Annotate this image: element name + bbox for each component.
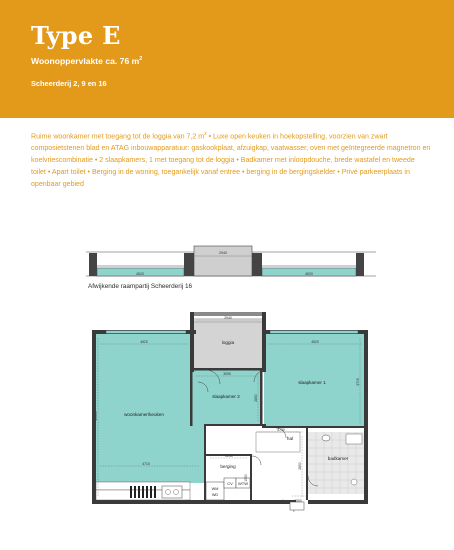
living-area-subtitle: Woonoppervlakte ca. 76 $m^2$ bbox=[31, 56, 143, 66]
label-cv: CV bbox=[227, 481, 233, 486]
description-text: Ruime woonkamer met toegang tot de loggia van 7,2 $m^2$ • Luxe open keuken in hoekopstelling, voorzien van zwart composietstenen blad en ATAG inbouwapparatuur: gaskookplaat, afzuigkap, vaatwasser, oven met geïntegreerde magnetron en koelvriescombinatie • 2 slaapkamers, 1 met toegang tot de loggia • Badkamer met inloopdouche, brede wastafel en tweede toilet • Apart toilet • Berging in de woning, toegankelijk vanaf entree • berging in de bergingskelder • Privé parkeerplaats in openbaar gebied bbox=[31, 131, 431, 189]
address-line: Scheerderij 2, 9 en 16 bbox=[31, 79, 107, 88]
dim-woonkamer-h: 10500 bbox=[94, 411, 98, 421]
facade-dim-right: 4520 bbox=[305, 272, 313, 276]
label-hal: hal bbox=[286, 436, 294, 441]
dim-slaapkamer1-w: 4520 bbox=[311, 340, 319, 344]
woonkamer-lower bbox=[96, 416, 206, 483]
label-slaapkamer1: slaapkamer 1 bbox=[298, 380, 326, 385]
facade-variant-drawing bbox=[86, 244, 376, 282]
dim-berging-w: 2230 bbox=[225, 454, 233, 458]
dim-berging-h: 1550 bbox=[244, 474, 248, 482]
label-wd: WD bbox=[211, 493, 219, 497]
dim-keuken-w: 4710 bbox=[142, 462, 150, 466]
dim-slaapkamer2-w: 3090 bbox=[223, 372, 231, 376]
dim-entree-w: 1550 bbox=[294, 499, 302, 503]
label-wtw: WTW bbox=[238, 481, 248, 486]
dim-badkamer-h: 2850 bbox=[298, 462, 302, 470]
dim-loggia-w: 2940 bbox=[224, 316, 232, 320]
page-title: Type E bbox=[31, 21, 121, 50]
label-berging: berging bbox=[220, 464, 236, 469]
facade-dim-left: 4520 bbox=[136, 272, 144, 276]
facade-variant-caption: Afwijkende raampartij Scheerderij 16 bbox=[88, 283, 193, 290]
label-wm: WM bbox=[211, 487, 219, 491]
facade-dim-center: 2940 bbox=[219, 251, 227, 255]
label-badkamer: badkamer bbox=[327, 456, 349, 461]
header-banner bbox=[0, 0, 454, 118]
label-slaapkamer2: slaapkamer 2 bbox=[212, 394, 240, 399]
dim-slaapkamer2-h: 2850 bbox=[254, 394, 258, 402]
label-loggia: loggia bbox=[221, 340, 235, 345]
dim-hal-w: 4730 bbox=[277, 428, 285, 432]
dim-slaapkamer1-h: 3705 bbox=[356, 378, 360, 386]
dim-woonkamer-w: 4520 bbox=[140, 340, 148, 344]
label-woonkamer: woonkamer/keuken bbox=[124, 412, 164, 417]
floorplan-drawing bbox=[86, 306, 376, 528]
